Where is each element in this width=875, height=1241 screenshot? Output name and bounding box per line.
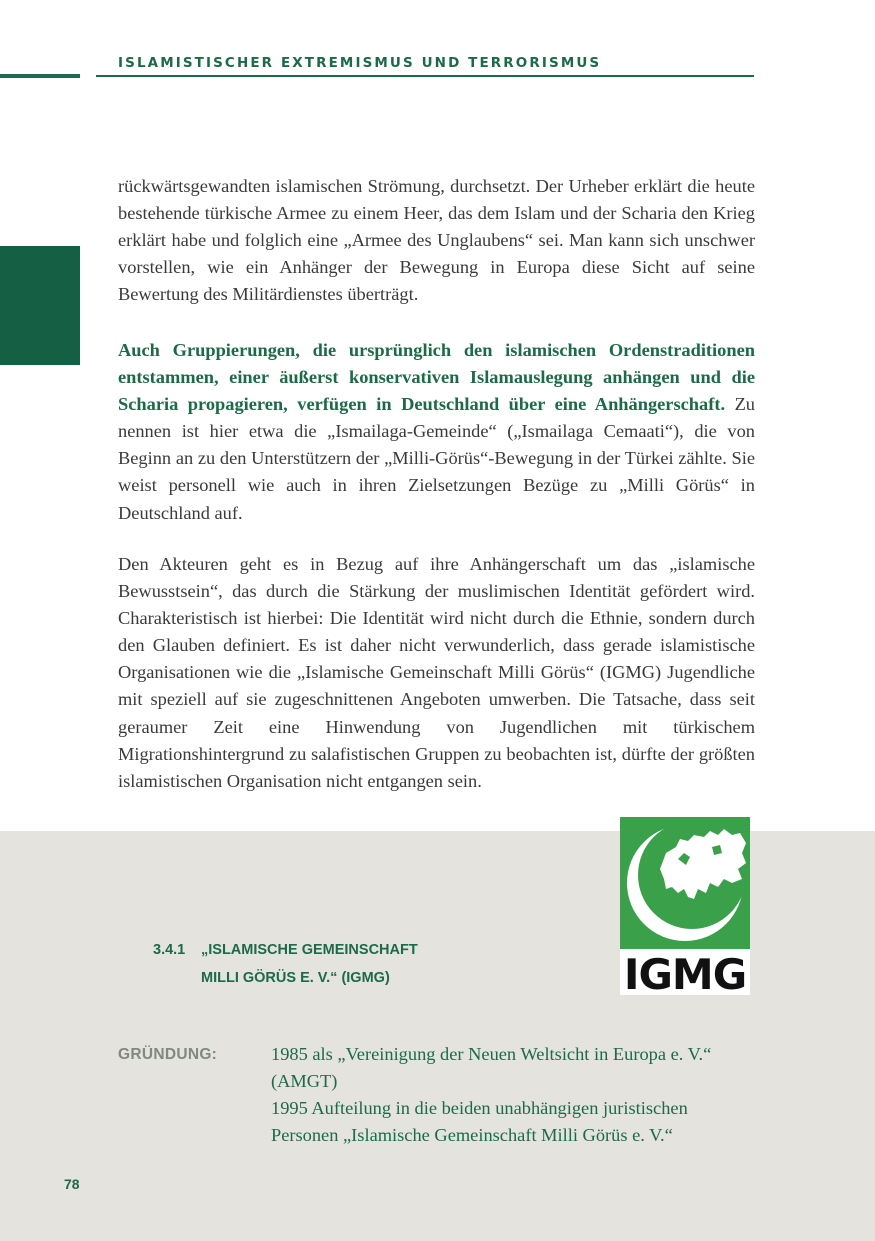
section-heading-line-2 [153, 964, 418, 992]
paragraph-2-lead: Auch Gruppierungen, die ursprünglich den islamischen Ordenstraditionen entstammen, einer äußerst konservativen Islamauslegung anhängen und die Scharia propagieren, verfügen in Deutschland über eine Anhängerschaft. [118, 340, 755, 415]
section-heading [153, 936, 418, 992]
header-rule-right [96, 75, 754, 77]
side-color-tab [0, 246, 80, 365]
section-heading-line-1 [153, 936, 418, 964]
header-rule-left [0, 74, 80, 78]
founding-text [271, 1041, 761, 1149]
paragraph-3: Den Akteuren geht es in Bezug auf ihre Anhängerschaft um das „islamische Bewusstsein“, das durch die Stärkung der muslimischen Identität gefördert wird. Charakteristisch ist hierbei: Die Identität wird nicht durch die Ethnie, sondern durch den Glauben definiert. Es ist daher nicht verwunderlich, dass gerade islamistische Organisationen wie die „Islamische Gemeinschaft Milli Görüs“ (IGMG) Jugendliche mit speziell auf sie zugeschnittenen Angeboten umwerben. Die Tatsache, dass seit geraumer Zeit eine Hinwendung von Jugendlichen mit türkischem Migrationshintergrund zu salafistischen Gruppen zu beobachten ist, dürfte der größten islamistischen Organisation nicht entgangen sein. [118, 554, 755, 791]
igmg-logo-icon [620, 817, 750, 995]
igmg-logo-text: IGMG [623, 950, 747, 995]
paragraph-2 [118, 337, 755, 527]
founding-line-2: (AMGT) [271, 1071, 338, 1091]
paragraph-1: rückwärtsgewandten islamischen Strömung, durchsetzt. Der Urheber erklärt die heute bestehende türkische Armee zu einem Heer, das dem Islam und der Scharia den Krieg erklärt habe und folglich eine „Armee des Unglaubens“ sei. Man kann sich unschwer vorstellen, wie ein Anhänger der Bewegung in Europa diese Sicht auf seine Bewertung des Militärdienstes überträgt. [118, 176, 755, 305]
paragraph-2-rest: Zu nennen ist hier etwa die „Ismailaga-Gemeinde“ („Ismailaga Cemaati“), die von Beginn an zu den Unterstützern der „Milli-Görüs“-Bewegung in der Türkei zählte. Sie weist personell wie auch in ihren Zielsetzungen Bezüge zu „Milli Görüs“ in Deutschland auf. [118, 394, 755, 523]
founding-line-3: 1995 Aufteilung in die beiden unabhängigen juristischen [271, 1098, 688, 1118]
founding-label: GRÜNDUNG: [118, 1046, 218, 1063]
page-number: 78 [64, 1176, 80, 1192]
founding-line-4: Personen „Islamische Gemeinschaft Milli Görüs e. V.“ [271, 1125, 673, 1145]
igmg-logo [620, 817, 750, 995]
section-number: 3.4.1 [153, 942, 186, 958]
running-header: ISLAMISTISCHER EXTREMISMUS UND TERRORISMUS [118, 55, 602, 71]
section-title-line-2: MILLI GÖRÜS E. V.“ (IGMG) [201, 970, 390, 986]
section-title-line-1: „ISLAMISCHE GEMEINSCHAFT [201, 942, 418, 958]
founding-line-1: 1985 als „Vereinigung der Neuen Weltsicht in Europa e. V.“ [271, 1044, 712, 1064]
